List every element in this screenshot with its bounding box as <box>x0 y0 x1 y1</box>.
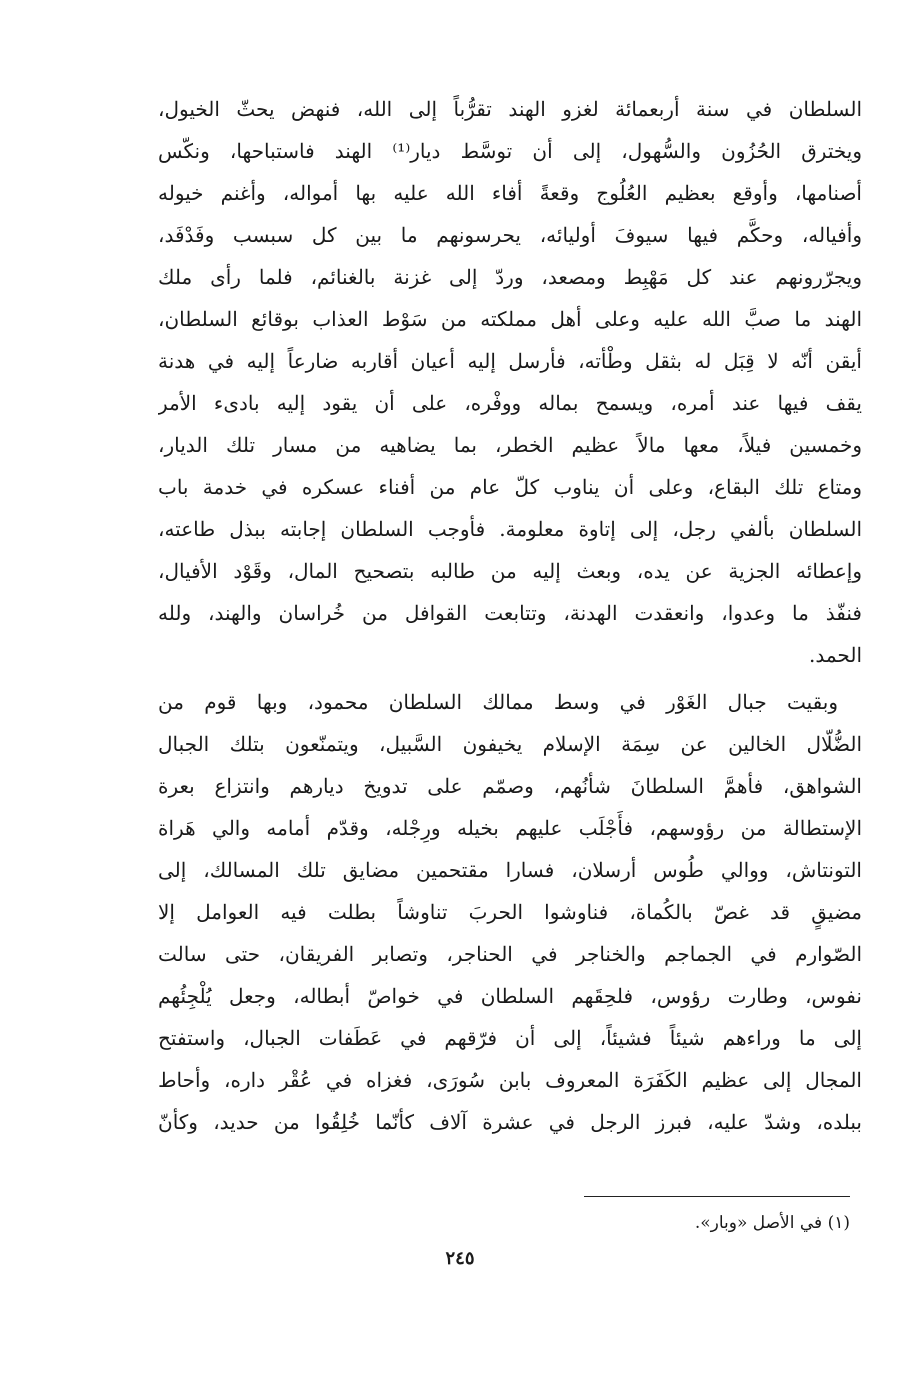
text-line: الضُّلّال الخالين عن سِمَة الإسلام يخيفون السَّبيل، ويتمنّعون بتلك الجبال <box>158 732 862 756</box>
text-line: الحمد. <box>809 643 862 667</box>
footnote-divider <box>584 1196 850 1197</box>
text-line: المجال إلى عظيم الكَفَرَة المعروف بابن سُورَى، فغزاه في عُقْر داره، وأحاط <box>158 1068 862 1092</box>
text-line: ويخترق الحُزُون والسُّهول، إلى أن توسَّط ديار⁽¹⁾ الهند فاستباحها، ونكّس <box>158 139 862 163</box>
text-line: التونتاش، ووالي طُوس أرسلان، فسارا مقتحمين مضايق تلك المسالك، إلى <box>158 858 862 882</box>
text-line: أيقن أنّه لا قِبَل له بثقل وطْأته، فأرسل إليه أعيان أقاربه ضارعاً إليه في هدنة <box>158 349 862 373</box>
page-number: ٢٤٥ <box>445 1248 475 1269</box>
text-line: الشواهق، فأهمَّ السلطانَ شأنُهم، وصمّم على تدويخ ديارهم وانتزاع بعرة <box>158 774 862 798</box>
text-line: أصنامها، وأوقع بعظيم العُلُوج وقعةً أفاء الله عليه بها أمواله، وأغنم خيوله <box>158 181 862 205</box>
text-line: وإعطائه الجزية عن يده، وبعث إليه من طالبه بتصحيح المال، وقَوْد الأفيال، <box>158 559 862 583</box>
text-line: ببلده، وشدّ عليه، فبرز الرجل في عشرة آلاف كأنّما خُلِقُوا من حديد، وكأنّ <box>158 1110 862 1134</box>
text-line: السلطان في سنة أربعمائة لغزو الهند تقرُّباً إلى الله، فنهض يحثّ الخيول، <box>158 97 862 121</box>
text-line: وخمسين فيلاً، معها مالاً عظيم الخطر، بما يضاهيه من مسار تلك الديار، <box>158 433 862 457</box>
paragraph-1 <box>158 88 862 676</box>
text-line: ويجرّرونهم عند كل مَهْبِط ومصعد، وردّ إلى غزنة بالغنائم، فلما رأى ملك <box>158 265 862 289</box>
text-line: السلطان بألفي رجل، إلى إتاوة معلومة. فأوجب السلطان إجابته ببذل طاعته، <box>158 517 862 541</box>
footnote: (١) في الأصل «وبار». <box>694 1213 850 1233</box>
text-line: يقف فيها عند أمره، ويسمح بماله ووفْره، على أن يقود إليه بادىء الأمر <box>158 391 862 415</box>
text-line: فنفّذ ما وعدوا، وانعقدت الهدنة، وتتابعت القوافل من خُراسان والهند، ولله <box>158 601 862 625</box>
text-line: مضيقٍ قد غصّ بالكُماة، فناوشوا الحربَ تناوشاً بطلت فيه العوامل إلا <box>158 900 862 924</box>
text-line: ومتاع تلك البقاع، وعلى أن يناوب كلّ عام من أفناء عسكره في خدمة باب <box>158 475 862 499</box>
paragraph-2 <box>158 681 862 1143</box>
text-line: إلى ما وراءهم شيئاً فشيئاً، إلى أن فرّقهم في عَطَفات الجبال، واستفتح <box>158 1026 862 1050</box>
text-line: وبقيت جبال الغَوْر في وسط ممالك السلطان محمود، وبها قوم من <box>158 690 838 714</box>
text-line: وأفياله، وحكَّم فيها سيوفَ أوليائه، يحرسونهم ما بين كل سبسب وفَدْفَد، <box>158 223 862 247</box>
text-line: الصّوارم في الجماجم والخناجر في الحناجر، وتصابر الفريقان، حتى سالت <box>158 942 862 966</box>
text-line: نفوس، وطارت رؤوس، فلحِقَهم السلطان في خواصّ أبطاله، وجعل يُلْجِئُهم <box>158 984 862 1008</box>
text-line: الهند ما صبَّ الله عليه وعلى أهل مملكته من سَوْط العذاب بوقائع السلطان، <box>158 307 862 331</box>
text-line: الإستطالة من رؤوسهم، فأَجْلَب عليهم بخيله ورِجْله، وقدّم أمامه والي هَراة <box>158 816 862 840</box>
